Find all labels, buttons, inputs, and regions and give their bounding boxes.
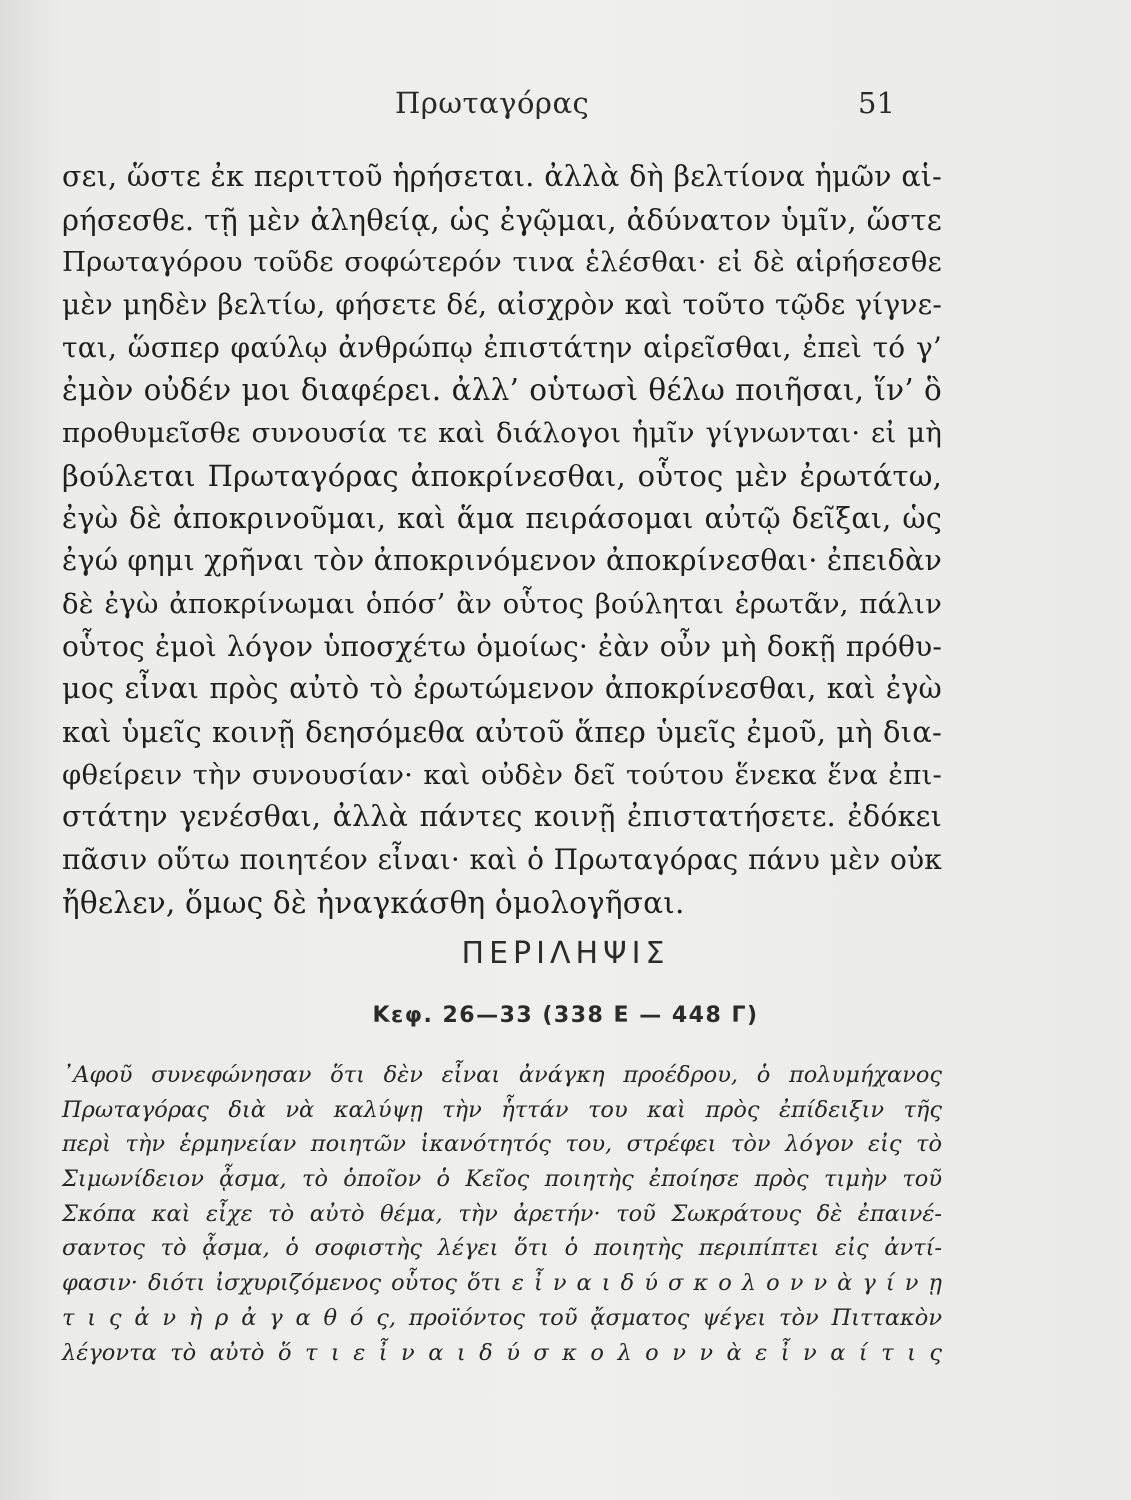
text-line: σει, ὥστε ἐκ περιττοῦ ἡρήσεται. ἀλλὰ δὴ βελτίονα ἡμῶν αἱ- [62,160,942,193]
text-line: μὲν μηδὲν βελτίω, φήσετε δέ, αἰσχρὸν καὶ τοῦτο τῷδε γίγνε- [62,288,942,322]
text-line: προθυμεῖσθε συνουσία τε καὶ διάλογοι ἡμῖν γίγνωνται· εἰ μὴ [62,417,942,450]
text-line: ἐγώ φημι χρῆναι τὸν ἀποκρινόμενον ἀποκρίνεσθαι· ἐπειδὰν [62,544,942,578]
summary-line: περὶ τὴν ἑρμηνείαν ποιητῶν ἱκανότητός του, στρέφει τὸν λόγον εἰς τὸ [62,1131,942,1158]
running-head [0,86,1131,130]
summary-line: τ ι ς ἀ ν ὴ ρ ἀ γ α θ ό ς, προϊόντος τοῦ ᾄσματος ψέγει τὸν Πιττακὸν [62,1304,942,1331]
summary-heading: ΠΕΡΙΛΗΨΙΣ [461,936,670,971]
text-line: οὗτος ἐμοὶ λόγον ὑποσχέτω ὁμοίως· ἐὰν οὖν μὴ δοκῇ πρόθυ- [62,629,942,663]
text-line: βούλεται Πρωταγόρας ἀποκρίνεσθαι, οὗτος μὲν ἐρωτάτω, [62,458,942,493]
summary-line: Σκόπα καὶ εἶχε τὸ αὐτὸ θέμα, τὴν ἀρετήν· τοῦ Σωκράτους δὲ ἐπαινέ- [62,1200,942,1227]
text-line: ται, ὥσπερ φαύλῳ ἀνθρώπῳ ἐπιστάτην αἱρεῖσθαι, ἐπεὶ τό γ’ [62,330,942,364]
summary-text-block [62,1058,942,1370]
text-line: δὲ ἐγὼ ἀποκρίνωμαι ὁπόσ’ ἂν οὗτος βούληται ἐρωτᾶν, πάλιν [62,587,942,620]
chapter-reference: Κεφ. 26—33 (338 Ε — 448 Γ) [372,1003,759,1028]
running-title: Πρωταγόρας [395,86,590,120]
page-number: 51 [858,86,895,120]
text-line: φθείρειν τὴν συνουσίαν· καὶ οὐδὲν δεῖ τούτου ἕνεκα ἕνα ἐπι- [62,758,942,791]
summary-line: λέγοντα τὸ αὐτὸ ὅ τ ι ε ἶ ν α ι δ ύ σ κ ο λ ο ν ν ὰ ε ἶ ν α ί τ ι ς [62,1339,942,1366]
text-line: καὶ ὑμεῖς κοινῇ δεησόμεθα αὐτοῦ ἅπερ ὑμεῖς ἐμοῦ, μὴ δια- [62,714,942,749]
summary-line: σαντος τὸ ᾆσμα, ὁ σοφιστὴς λέγει ὅτι ὁ ποιητὴς περιπίπτει εἰς ἀντί- [62,1235,942,1262]
summary-line: φασιν· διότι ἰσχυριζόμενος οὗτος ὅτι ε ἶ ν α ι δ ύ σ κ ο λ ο ν ν ὰ γ ί ν ῃ [62,1270,942,1297]
text-line: ἐγὼ δὲ ἀποκρινοῦμαι, καὶ ἅμα πειράσομαι αὐτῷ δεῖξαι, ὡς [62,501,942,535]
text-line: ἤθελεν, ὅμως δὲ ἠναγκάσθη ὁμολογῆσαι. [62,885,685,920]
text-line: Πρωταγόρου τοῦδε σοφώτερόν τινα ἑλέσθαι· εἰ δὲ αἱρήσεσθε [62,246,942,279]
main-text-block [62,156,942,924]
text-line: ἐμὸν οὐδέν μοι διαφέρει. ἀλλ’ οὑτωσὶ θέλω ποιῆσαι, ἵν’ ὃ [62,373,942,408]
text-line: στάτην γενέσθαι, ἀλλὰ πάντες κοινῇ ἐπιστατήσετε. ἐδόκει [62,800,942,834]
text-line: ρήσεσθε. τῇ μὲν ἀληθείᾳ, ὡς ἐγῷμαι, ἀδύνατον ὑμῖν, ὥστε [62,202,942,237]
summary-line: Σιμωνίδειον ᾆσμα, τὸ ὁποῖον ὁ Κεῖος ποιητὴς ἐποίησε πρὸς τιμὴν τοῦ [62,1166,942,1193]
summary-line: Πρωταγόρας διὰ νὰ καλύψῃ τὴν ἧττάν του καὶ πρὸς ἐπίδειξιν τῆς [62,1096,942,1123]
text-line: μος εἶναι πρὸς αὐτὸ τὸ ἐρωτώμενον ἀποκρίνεσθαι, καὶ ἐγὼ [62,672,942,706]
text-line: πᾶσιν οὕτω ποιητέον εἶναι· καὶ ὁ Πρωταγόρας πάνυ μὲν οὐκ [62,843,942,876]
summary-line: ᾿Αφοῦ συνεφώνησαν ὅτι δὲν εἶναι ἀνάγκη προέδρου, ὁ πολυμήχανος [62,1062,942,1088]
